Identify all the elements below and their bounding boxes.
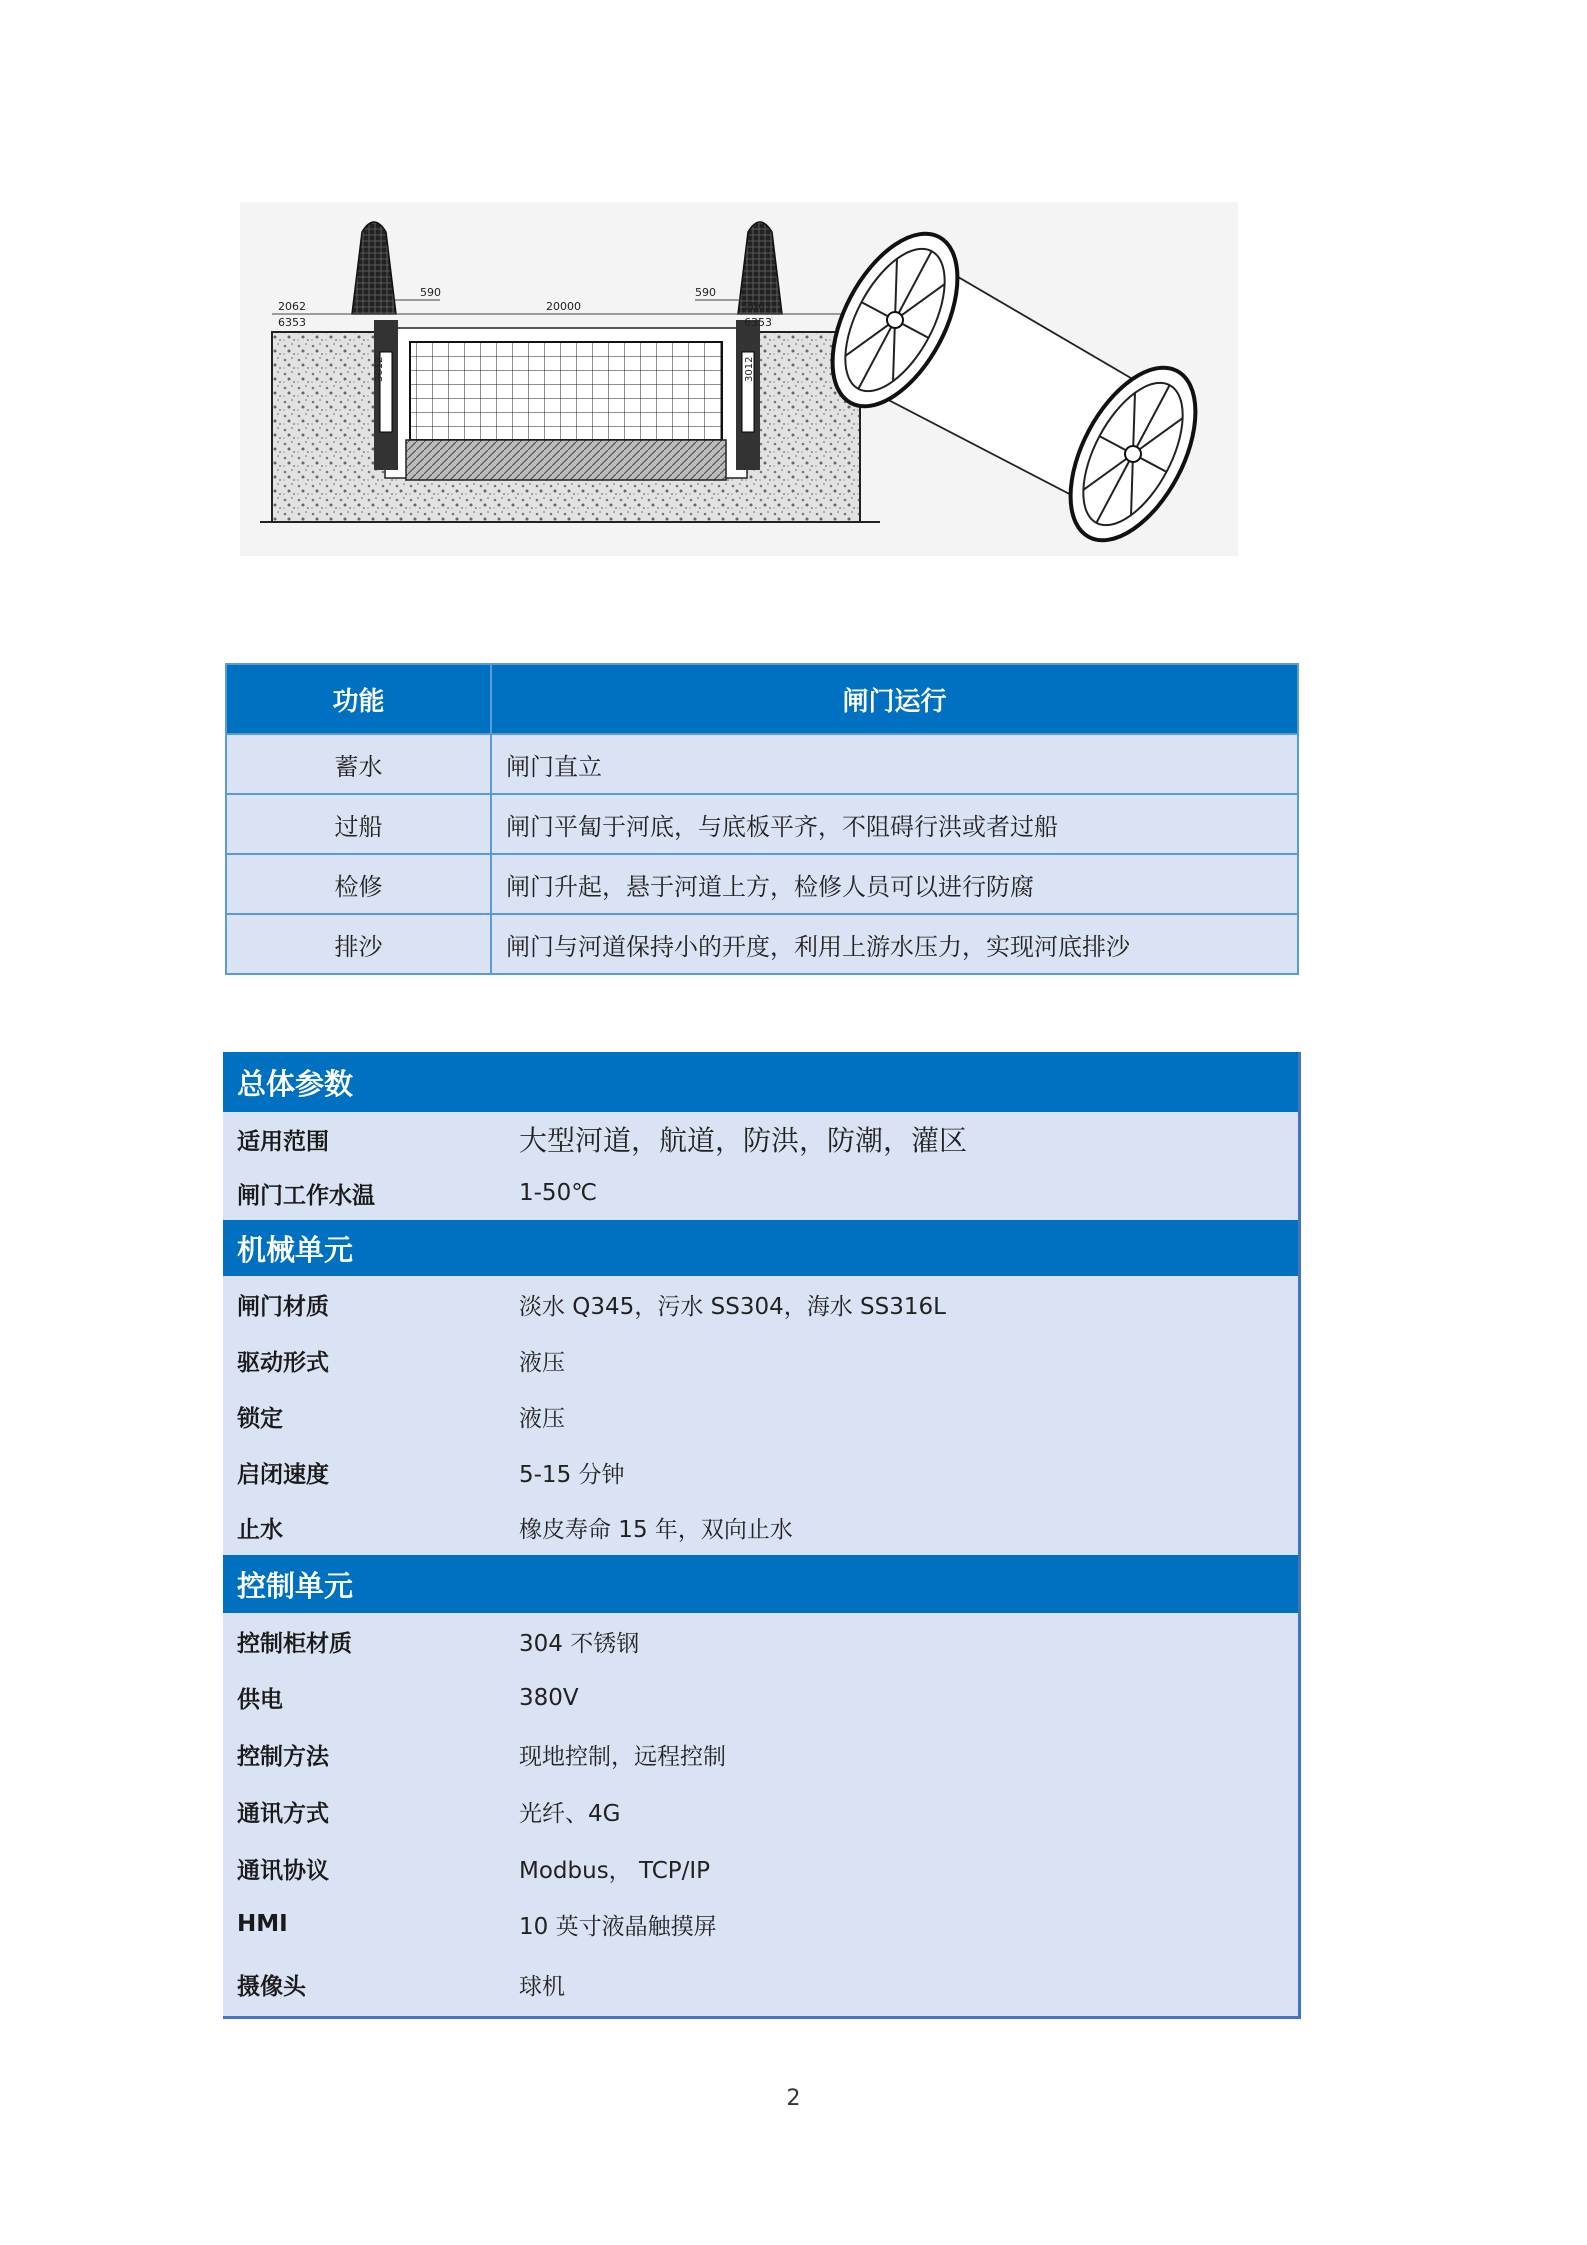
table-row [226,854,1298,914]
param-label: 驱动形式 [237,1349,329,1376]
function-cell: 过船 [226,794,491,854]
param-label: 摄像头 [237,1973,306,2000]
function-table [225,663,1299,975]
param-value: 1-50℃ [519,1180,598,1206]
param-row [223,1726,1298,1783]
operation-cell: 闸门直立 [491,734,1298,794]
cross-section-drawing [260,222,880,522]
param-label: 供电 [237,1687,283,1713]
param-label: 启闭速度 [237,1461,329,1488]
param-row [223,1388,1298,1444]
param-row [223,1332,1298,1388]
param-value: 液压 [519,1349,565,1376]
param-row [223,1952,1298,2016]
param-label: 适用范围 [237,1128,329,1155]
param-value: 淡水 Q345，污水 SS304，海水 SS316L [519,1293,946,1320]
dim-left-outer: 2062 [278,300,306,313]
operation-cell: 闸门升起，悬于河道上方，检修人员可以进行防腐 [491,854,1298,914]
param-row [223,1613,1298,1669]
param-label: 止水 [237,1517,283,1543]
function-table-header [226,664,1298,734]
operation-cell: 闸门平匐于河底，与底板平齐，不阻碍行洪或者过船 [491,794,1298,854]
dim-span: 20000 [546,300,581,313]
left-pier-icon [352,222,396,314]
header-function: 功能 [226,664,491,734]
param-label: 锁定 [237,1405,283,1432]
function-cell: 排沙 [226,914,491,974]
param-label: 控制方法 [237,1744,329,1770]
dim-right-gap: 590 [695,286,716,299]
page-number: 2 [786,2086,801,2111]
param-label: 控制柜材质 [237,1630,352,1657]
function-cell: 蓄水 [226,734,491,794]
table-row [226,794,1298,854]
param-label: 通讯方式 [237,1801,329,1827]
param-row [223,1896,1298,1952]
section-mechanical-title: 机械单元 [223,1220,1298,1276]
param-label: 闸门材质 [237,1293,329,1320]
param-value: 橡皮寿命 15 年，双向止水 [519,1517,793,1543]
section-control-title: 控制单元 [223,1555,1298,1613]
param-value: Modbus， TCP/IP [519,1857,711,1884]
param-value: 光纤、4G [519,1801,621,1827]
table-row [226,914,1298,974]
param-row [223,1112,1298,1166]
param-label: HMI [237,1911,288,1937]
dim-right-vertical: 3012 [744,356,755,382]
dim-left-gap: 590 [420,286,441,299]
param-value: 液压 [519,1405,565,1432]
function-cell: 检修 [226,854,491,914]
dim-left-inner: 6353 [278,316,306,329]
gate-diagram-figure [240,202,1238,556]
param-row [223,1669,1298,1726]
section-general-title: 总体参数 [223,1052,1298,1112]
dim-right-outer: 2062 [744,300,772,313]
param-row [223,1783,1298,1840]
param-value: 5-15 分钟 [519,1461,625,1488]
dim-left-vertical: 3012 [374,356,385,382]
table-row [226,734,1298,794]
param-row [223,1276,1298,1332]
param-value: 10 英寸液晶触摸屏 [519,1913,717,1940]
param-row [223,1444,1298,1500]
parameters-table [223,1052,1301,2019]
drum-gate-3d-drawing [807,214,1222,556]
param-value: 380V [519,1684,579,1711]
header-operation: 闸门运行 [491,664,1298,734]
operation-cell: 闸门与河道保持小的开度，利用上游水压力，实现河底排沙 [491,914,1298,974]
param-row [223,1500,1298,1555]
param-value: 球机 [519,1973,565,2000]
param-value: 大型河道，航道，防洪，防潮，灌区 [519,1124,968,1157]
param-label: 通讯协议 [237,1857,329,1884]
param-row [223,1840,1298,1896]
param-value: 304 不锈钢 [519,1630,640,1657]
dim-right-inner: 6353 [744,316,772,329]
gate-diagram [240,202,1238,556]
param-label: 闸门工作水温 [237,1182,375,1209]
param-row [223,1166,1298,1220]
param-value: 现地控制，远程控制 [519,1744,726,1770]
